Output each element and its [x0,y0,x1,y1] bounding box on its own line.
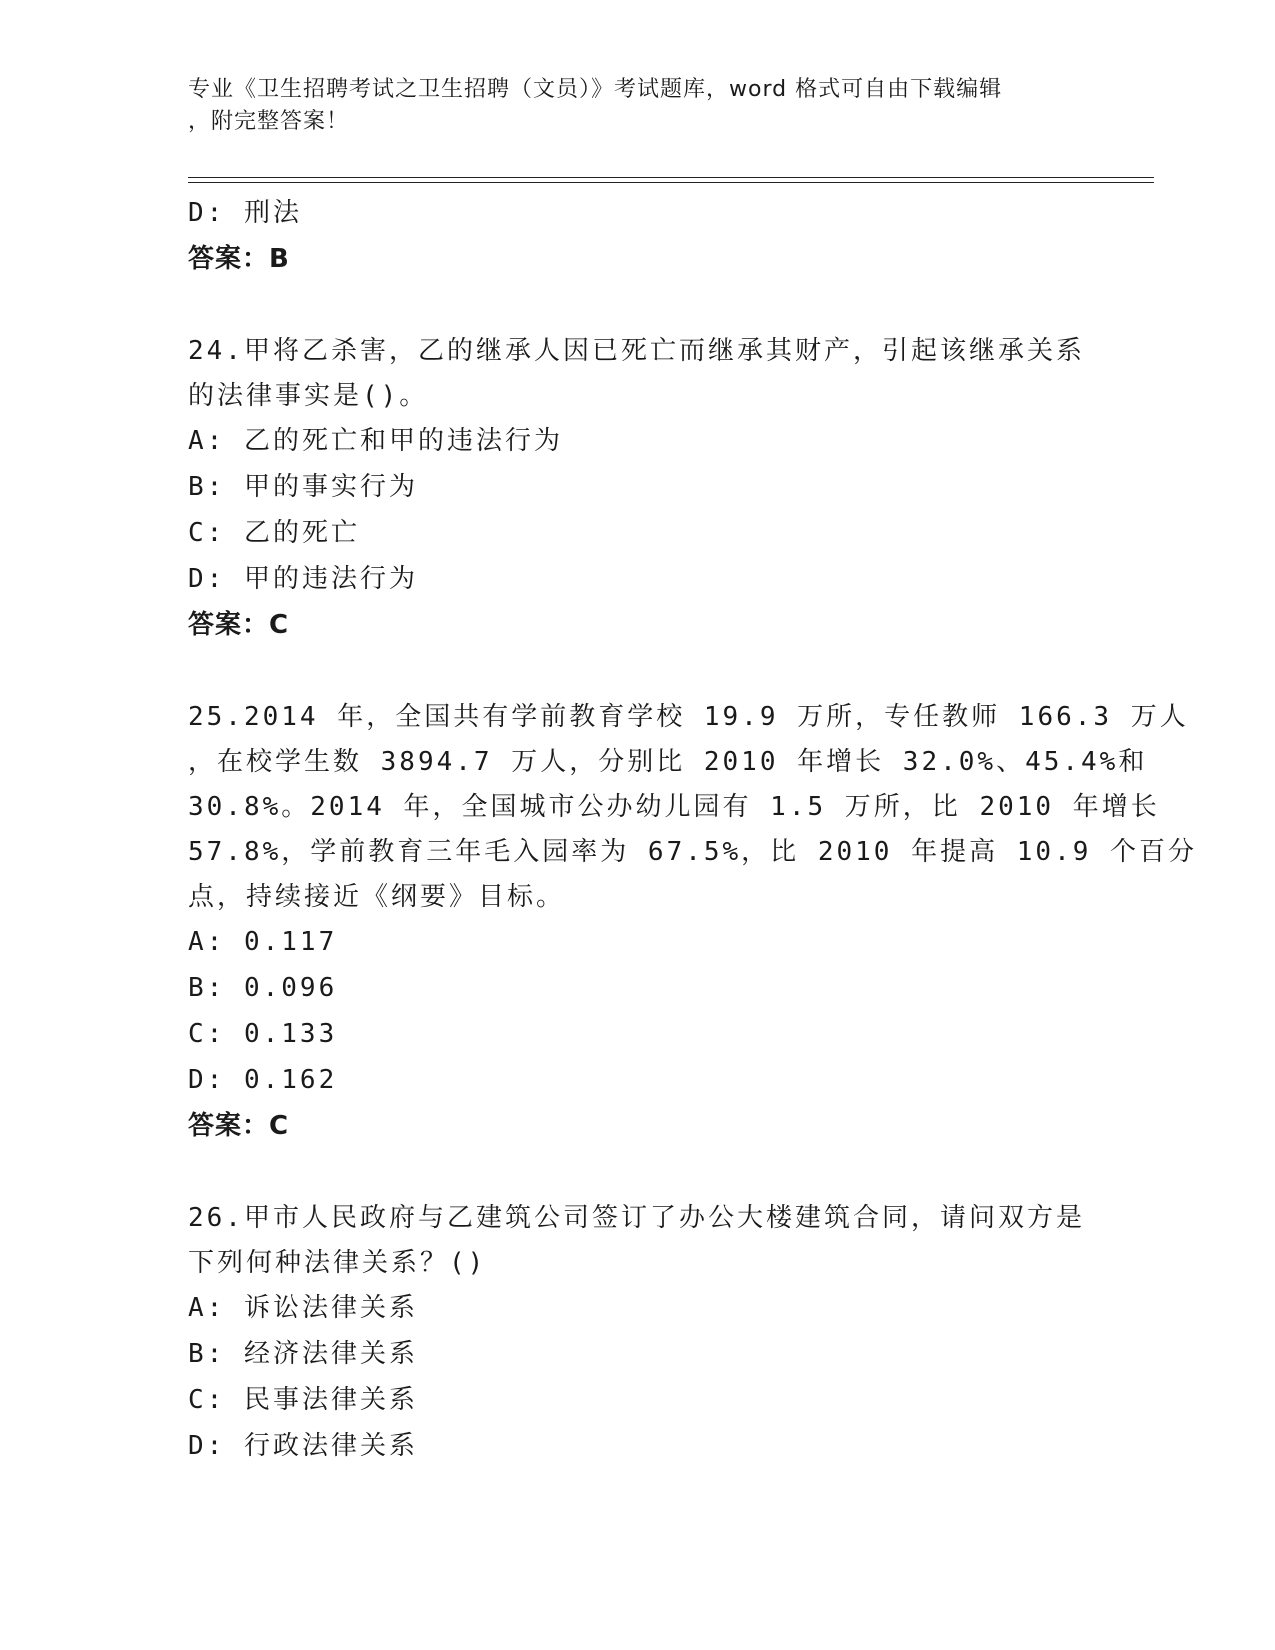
spacer [188,1149,1088,1195]
page-header [188,74,1078,138]
question-text-line: 的法律事实是()。 [188,381,429,411]
answer-text: 答案：C [188,610,290,640]
header-divider-top [188,177,1154,178]
question-text-line: 25.2014 年，全国共有学前教育学校 19.9 万所，专任教师 166.3 万人 [188,702,1189,732]
header-line-2: ，附完整答案！ [188,109,350,134]
option-b: B: 0.096 [188,973,338,1003]
option-a: A: 诉讼法律关系 [188,1293,418,1323]
option-d: D: 刑法 [188,198,302,228]
answer-text: 答案：C [188,1111,290,1141]
option-a: A: 乙的死亡和甲的违法行为 [188,426,563,456]
option-c: C: 0.133 [188,1019,338,1049]
question-text-line: 24.甲将乙杀害，乙的继承人因已死亡而继承其财产，引起该继承关系 [188,336,1085,366]
header-line-1: 专业《卫生招聘考试之卫生招聘（文员）》考试题库，word 格式可自由下载编辑 [188,77,1003,102]
question-26 [188,1195,1088,1285]
option-c: C: 民事法律关系 [188,1385,418,1415]
question-text-line: 点，持续接近《纲要》目标。 [188,882,566,912]
question-text-line: 57.8%，学前教育三年毛入园率为 67.5%，比 2010 年提高 10.9 个百分 [188,837,1198,867]
answer-text: 答案：B [188,244,290,274]
question-text-line: 下列何种法律关系？() [188,1248,487,1278]
question-24 [188,328,1088,418]
option-a: A: 0.117 [188,927,338,957]
question-text-line: ，在校学生数 3894.7 万人，分别比 2010 年增长 32.0%、45.4%和 [188,747,1148,777]
option-d: D: 0.162 [188,1065,338,1095]
header-divider-bottom [188,182,1154,183]
option-c: C: 乙的死亡 [188,518,360,548]
option-d: D: 甲的违法行为 [188,564,418,594]
question-25 [188,694,1198,919]
option-d: D: 行政法律关系 [188,1431,418,1461]
option-b: B: 甲的事实行为 [188,472,418,502]
spacer [188,648,1088,694]
spacer [188,282,1088,328]
option-b: B: 经济法律关系 [188,1339,418,1369]
question-text-line: 30.8%。2014 年，全国城市公办幼儿园有 1.5 万所，比 2010 年增长 [188,792,1160,822]
question-body [188,190,1198,1469]
question-text-line: 26.甲市人民政府与乙建筑公司签订了办公大楼建筑合同，请问双方是 [188,1203,1085,1233]
